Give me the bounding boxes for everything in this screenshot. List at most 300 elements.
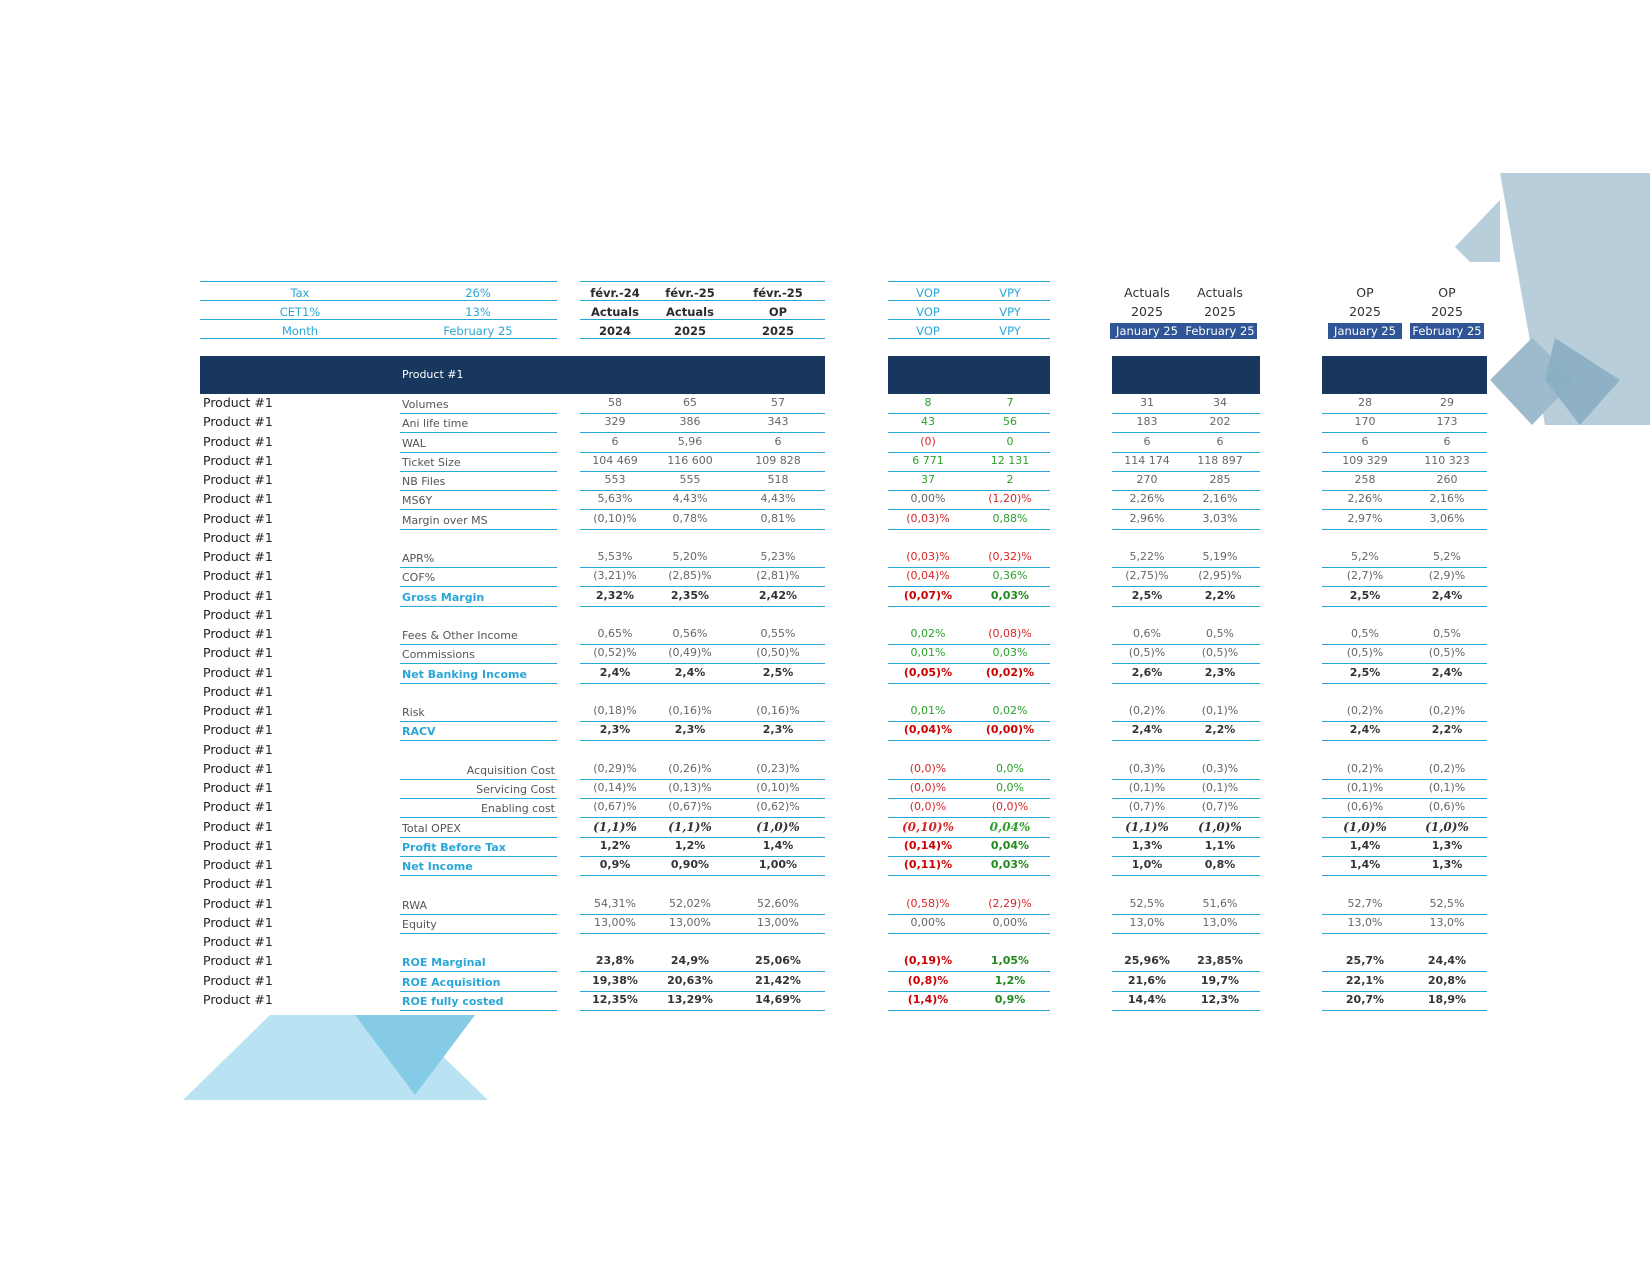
row-value-col-9: (1,0)%: [1425, 819, 1469, 834]
row-value-col-8: 109 329: [1342, 453, 1388, 467]
col-header-8-line-3: January 25: [1328, 323, 1402, 339]
row-product-label: Product #1: [203, 549, 273, 564]
row-metric-label: Ticket Size: [402, 455, 461, 469]
row-value-col-5: 0,04%: [989, 819, 1031, 834]
row-value-col-3: 52,60%: [757, 896, 799, 910]
row-value-col-9: (0,5)%: [1428, 646, 1466, 660]
col-header-2-line-2: Actuals: [666, 305, 714, 319]
col-header-5-line-3: VPY: [999, 324, 1021, 338]
row-product-label: Product #1: [203, 914, 273, 930]
row-value-col-4: (0,03)%: [906, 511, 950, 525]
row-value-col-9: 18,9%: [1427, 992, 1467, 1006]
col-header-1-line-1: févr.-24: [590, 286, 640, 300]
row-value-col-5: 1,05%: [990, 954, 1030, 968]
row-value-col-6: 2,96%: [1129, 511, 1165, 525]
row-value-col-5: 0,04%: [990, 838, 1030, 852]
row-metric-label: RWA: [402, 898, 427, 912]
row-value-col-3: 13,00%: [757, 915, 799, 929]
row-rule-group-4: [1322, 933, 1487, 934]
row-value-col-8: 2,5%: [1349, 665, 1381, 679]
row-value-col-2: 0,56%: [672, 627, 708, 640]
row-value-col-9: 20,8%: [1427, 973, 1467, 987]
row-product-label: Product #1: [203, 587, 273, 603]
row-value-col-1: 54,31%: [594, 896, 636, 910]
row-product-label: Product #1: [203, 433, 273, 449]
row-value-col-1: 5,53%: [597, 550, 633, 563]
param-rule-1: [200, 300, 557, 301]
row-value-col-2: (0,26)%: [668, 761, 712, 775]
row-value-col-4: (0,0)%: [909, 800, 947, 814]
row-rule-metric: [400, 914, 557, 915]
row-value-col-9: 3,06%: [1429, 511, 1465, 525]
row-value-col-4: 0,00%: [910, 492, 946, 506]
row-value-col-3: 0,55%: [760, 627, 796, 640]
row-value-col-5: 0,9%: [994, 992, 1026, 1006]
row-value-col-7: 0,8%: [1204, 858, 1236, 871]
row-value-col-3: (0,50)%: [756, 646, 800, 660]
row-product-label: Product #1: [203, 895, 273, 911]
row-value-col-4: 37: [921, 473, 935, 486]
param-rule-3: [200, 338, 557, 339]
col-header-3-line-2: OP: [768, 305, 788, 319]
row-rule-group-4: [1322, 875, 1487, 876]
row-value-col-4: (0,05)%: [903, 665, 953, 679]
row-value-col-3: 21,42%: [755, 973, 801, 987]
row-value-col-5: 7: [1006, 396, 1014, 409]
row-value-col-8: 22,1%: [1345, 973, 1385, 987]
row-value-col-2: 555: [679, 473, 701, 486]
col-header-1-line-3: 2024: [598, 324, 631, 338]
row-value-col-1: 2,3%: [599, 723, 631, 737]
row-rule-metric: [400, 740, 557, 741]
group-1-header-rule-3: [580, 338, 825, 339]
row-metric-label: Margin over MS: [402, 513, 488, 527]
col-header-5-line-2: VPY: [999, 305, 1021, 319]
row-value-col-2: 2,4%: [674, 665, 706, 679]
row-value-col-5: (0,02)%: [985, 665, 1035, 679]
row-value-col-2: (0,67)%: [668, 800, 712, 814]
row-value-col-1: 6: [611, 434, 619, 448]
row-product-label: Product #1: [203, 529, 273, 545]
row-value-col-1: 0,65%: [597, 627, 633, 640]
row-value-col-5: (0,32)%: [988, 550, 1032, 563]
row-rule-metric: [400, 413, 557, 414]
row-metric-label: ROE Marginal: [402, 956, 486, 970]
row-value-col-6: 270: [1136, 473, 1158, 486]
row-metric-label: COF%: [402, 571, 436, 585]
row-value-col-2: 5,20%: [672, 550, 708, 563]
row-value-col-8: 6: [1361, 434, 1369, 448]
row-rule-metric: [400, 509, 557, 510]
param-value-3: February 25: [443, 324, 513, 338]
row-value-col-9: 0,5%: [1433, 627, 1461, 640]
row-value-col-5: 0,00%: [992, 915, 1028, 929]
row-value-col-5: (0,0)%: [991, 800, 1029, 814]
row-value-col-8: 5,2%: [1351, 550, 1379, 563]
row-rule-metric: [400, 452, 557, 453]
param-value-1: 26%: [465, 286, 491, 300]
row-value-col-6: (0,7)%: [1128, 800, 1166, 814]
row-value-col-8: 2,97%: [1347, 511, 1383, 525]
row-value-col-2: 65: [683, 396, 697, 409]
row-metric-label: Ani life time: [402, 417, 469, 431]
row-value-col-9: (2,9)%: [1428, 569, 1466, 583]
row-rule-group-1: [580, 529, 825, 530]
row-value-col-4: 0,02%: [910, 627, 946, 640]
row-rule-group-2: [888, 683, 1050, 684]
row-value-col-9: 52,5%: [1429, 896, 1465, 910]
row-value-col-1: (1,1)%: [593, 819, 637, 834]
section-band-actuals: [1112, 356, 1260, 394]
row-value-col-2: 24,9%: [670, 954, 710, 968]
row-metric-label: RACV: [402, 725, 436, 739]
row-rule-metric: [400, 798, 557, 799]
row-value-col-5: 0,03%: [992, 646, 1028, 660]
row-product-label: Product #1: [203, 876, 273, 892]
row-value-col-4: 8: [924, 396, 932, 409]
row-value-col-5: (2,29)%: [988, 896, 1032, 910]
row-value-col-7: (0,3)%: [1201, 761, 1239, 775]
row-value-col-5: 0,0%: [996, 781, 1024, 794]
row-rule-group-3: [1112, 606, 1260, 607]
row-value-col-6: 2,6%: [1131, 665, 1163, 679]
row-rule-group-1: [580, 1010, 825, 1011]
col-header-9-line-1: OP: [1438, 285, 1456, 300]
row-value-col-6: (1,1)%: [1125, 819, 1169, 834]
row-value-col-4: 43: [921, 415, 935, 429]
row-value-col-2: 20,63%: [667, 973, 713, 987]
row-value-col-5: 0,0%: [996, 761, 1024, 775]
group-2-header-rule-3: [888, 338, 1050, 339]
row-rule-group-2: [888, 740, 1050, 741]
param-label-1: Tax: [290, 286, 310, 300]
row-value-col-7: 2,3%: [1204, 665, 1236, 679]
row-value-col-6: 14,4%: [1127, 992, 1167, 1006]
row-value-col-1: 104 469: [592, 453, 638, 467]
row-metric-label: NB Files: [402, 475, 446, 488]
row-value-col-7: 118 897: [1197, 453, 1243, 467]
row-value-col-7: 19,7%: [1200, 973, 1240, 987]
row-value-col-5: 56: [1003, 415, 1017, 429]
row-value-col-6: 25,96%: [1124, 954, 1170, 968]
row-value-col-3: (1,0)%: [756, 819, 800, 834]
row-value-col-8: 170: [1354, 415, 1376, 429]
col-header-5-line-1: VPY: [999, 286, 1021, 300]
row-rule-group-4: [1322, 740, 1487, 741]
group-1-header-rule-2: [580, 319, 825, 320]
row-product-label: Product #1: [203, 645, 273, 661]
row-value-col-6: 2,5%: [1131, 588, 1163, 602]
row-value-col-4: (0,8)%: [907, 973, 949, 987]
row-value-col-3: 1,00%: [758, 858, 798, 871]
deco-shape-top-right-wing: [1455, 200, 1500, 262]
row-metric-label: Servicing Cost: [476, 783, 555, 796]
row-rule-metric: [400, 644, 557, 645]
row-value-col-3: 343: [767, 415, 789, 429]
row-value-col-2: 0,78%: [672, 511, 708, 525]
row-value-col-5: 0: [1006, 434, 1014, 448]
row-rule-group-3: [1112, 683, 1260, 684]
row-value-col-7: 2,16%: [1202, 492, 1238, 506]
row-value-col-9: 1,3%: [1431, 858, 1463, 871]
row-value-col-3: (2,81)%: [756, 569, 800, 583]
row-rule-group-3: [1112, 933, 1260, 934]
row-value-col-3: 2,5%: [762, 665, 794, 679]
row-rule-metric: [400, 1010, 557, 1011]
row-value-col-3: 4,43%: [760, 492, 796, 506]
row-product-label: Product #1: [203, 568, 273, 584]
row-value-col-4: (1,4)%: [907, 992, 949, 1006]
col-header-2-line-3: 2025: [673, 324, 706, 338]
row-product-label: Product #1: [203, 799, 273, 815]
row-product-label: Product #1: [203, 741, 273, 757]
group-2-header-rule-1: [888, 300, 1050, 301]
row-rule-group-2: [888, 933, 1050, 934]
row-product-label: Product #1: [203, 626, 273, 641]
row-metric-label: Enabling cost: [480, 802, 555, 816]
col-header-6-line-2: 2025: [1131, 304, 1163, 319]
row-product-label: Product #1: [203, 414, 273, 430]
row-value-col-4: (0,04)%: [903, 723, 953, 737]
row-rule-group-3: [1112, 1010, 1260, 1011]
section-title: Product #1: [402, 368, 464, 381]
row-value-col-3: (0,23)%: [756, 761, 800, 775]
row-value-col-3: (0,62)%: [756, 800, 800, 814]
row-value-col-3: 1,4%: [762, 838, 794, 852]
row-product-label: Product #1: [203, 703, 273, 718]
col-header-4-line-2: VOP: [916, 305, 940, 319]
row-value-col-6: (2,75)%: [1125, 569, 1169, 583]
param-label-2: CET1%: [279, 305, 321, 319]
row-rule-metric: [400, 529, 557, 530]
row-value-col-1: 2,32%: [595, 588, 635, 602]
row-value-col-4: (0,03)%: [906, 550, 950, 563]
row-value-col-5: (0,00)%: [985, 723, 1035, 737]
row-value-col-7: 3,03%: [1202, 511, 1238, 525]
row-value-col-9: 173: [1436, 415, 1458, 429]
row-value-col-3: (0,10)%: [756, 781, 800, 794]
row-value-col-2: 5,96: [677, 434, 703, 448]
row-value-col-9: (0,6)%: [1428, 800, 1466, 814]
row-rule-group-4: [1322, 1010, 1487, 1011]
row-value-col-8: 25,7%: [1345, 954, 1385, 968]
row-value-col-6: 1,3%: [1131, 838, 1163, 852]
row-value-col-8: 20,7%: [1345, 992, 1385, 1006]
row-value-col-6: 52,5%: [1129, 896, 1165, 910]
row-value-col-8: (1,0)%: [1343, 819, 1387, 834]
row-product-label: Product #1: [203, 491, 273, 507]
row-metric-label: Acquisition Cost: [466, 763, 555, 777]
section-band-main: [200, 356, 825, 394]
row-value-col-4: (0,19)%: [903, 954, 953, 968]
row-value-col-7: 1,1%: [1204, 838, 1236, 852]
row-value-col-7: 6: [1216, 434, 1224, 448]
row-value-col-5: 0,03%: [990, 588, 1030, 602]
row-rule-metric: [400, 971, 557, 972]
row-rule-group-1: [580, 606, 825, 607]
row-value-col-6: 6: [1143, 434, 1151, 448]
param-label-3: Month: [281, 324, 319, 338]
row-value-col-1: 58: [608, 396, 622, 409]
row-value-col-7: (1,0)%: [1198, 819, 1242, 834]
row-value-col-1: (0,52)%: [593, 646, 637, 660]
row-metric-label: Equity: [402, 917, 437, 931]
row-value-col-4: (0,58)%: [906, 896, 950, 910]
param-rule-2: [200, 319, 557, 320]
row-value-col-8: 1,4%: [1349, 838, 1381, 852]
row-value-col-2: 13,29%: [667, 992, 713, 1006]
row-value-col-6: 2,4%: [1131, 723, 1163, 737]
row-value-col-1: 5,63%: [597, 492, 633, 506]
row-rule-group-2: [888, 606, 1050, 607]
col-header-1-line-2: Actuals: [591, 305, 639, 319]
row-value-col-9: 6: [1443, 434, 1451, 448]
row-value-col-4: (0,07)%: [903, 588, 953, 602]
row-value-col-9: 2,4%: [1431, 588, 1463, 602]
row-value-col-3: 109 828: [755, 453, 801, 467]
row-value-col-1: 329: [604, 415, 626, 429]
row-metric-label: Profit Before Tax: [402, 840, 506, 854]
row-value-col-3: (0,16)%: [756, 704, 800, 717]
col-header-9-line-3: February 25: [1410, 323, 1484, 339]
row-metric-label: MS6Y: [402, 494, 433, 508]
row-value-col-2: 0,90%: [670, 858, 710, 871]
row-value-col-3: 2,42%: [758, 588, 798, 602]
row-value-col-6: 31: [1140, 396, 1154, 409]
row-metric-label: Fees & Other Income: [402, 629, 518, 642]
row-metric-label: Total OPEX: [402, 821, 461, 835]
row-product-label: Product #1: [203, 395, 273, 410]
row-rule-metric: [400, 856, 557, 857]
col-header-4-line-3: VOP: [916, 324, 940, 338]
row-rule-group-2: [888, 1010, 1050, 1011]
row-value-col-9: 110 323: [1424, 453, 1470, 467]
group-1-header-rule-1: [580, 300, 825, 301]
row-product-label: Product #1: [203, 472, 273, 487]
row-value-col-1: 553: [604, 473, 626, 486]
param-value-2: 13%: [465, 305, 491, 319]
row-rule-group-4: [1322, 606, 1487, 607]
row-value-col-7: 202: [1209, 415, 1231, 429]
row-value-col-5: 0,02%: [992, 704, 1028, 717]
row-value-col-6: (0,5)%: [1128, 646, 1166, 660]
row-value-col-8: (0,1)%: [1346, 781, 1384, 794]
row-value-col-7: (0,7)%: [1201, 800, 1239, 814]
row-rule-group-3: [1112, 529, 1260, 530]
row-value-col-8: 2,5%: [1349, 588, 1381, 602]
row-value-col-2: (2,85)%: [668, 569, 712, 583]
row-value-col-3: 0,81%: [760, 511, 796, 525]
row-value-col-5: 0,36%: [992, 569, 1028, 583]
row-rule-group-1: [580, 875, 825, 876]
row-rule-group-1: [580, 740, 825, 741]
group-2-header-rule-2: [888, 319, 1050, 320]
section-band-op: [1322, 356, 1487, 394]
row-value-col-8: 258: [1354, 473, 1376, 486]
row-value-col-7: 2,2%: [1204, 723, 1236, 737]
row-value-col-1: (3,21)%: [593, 569, 637, 583]
row-value-col-3: 518: [767, 473, 789, 486]
row-value-col-4: (0): [920, 434, 936, 448]
row-product-label: Product #1: [203, 991, 273, 1007]
row-value-col-1: 13,00%: [594, 915, 636, 929]
row-metric-label: Net Income: [402, 860, 473, 873]
row-rule-metric: [400, 933, 557, 934]
row-value-col-8: 28: [1358, 396, 1372, 409]
row-rule-group-3: [1112, 740, 1260, 741]
col-header-3-line-1: févr.-25: [753, 286, 803, 300]
row-value-col-4: (0,14)%: [903, 838, 953, 852]
row-product-label: Product #1: [203, 510, 273, 526]
row-value-col-3: 2,3%: [762, 723, 794, 737]
row-value-col-8: (0,5)%: [1346, 646, 1384, 660]
row-product-label: Product #1: [203, 934, 273, 949]
row-value-col-3: 14,69%: [755, 992, 801, 1006]
row-metric-label: ROE fully costed: [402, 994, 504, 1008]
row-value-col-7: 5,19%: [1202, 550, 1238, 563]
row-product-label: Product #1: [203, 953, 273, 969]
row-value-col-8: (2,7)%: [1346, 569, 1384, 583]
col-header-8-line-2: 2025: [1349, 304, 1381, 319]
row-value-col-1: (0,10)%: [593, 511, 637, 525]
col-header-3-line-3: 2025: [761, 324, 794, 338]
row-value-col-1: (0,18)%: [593, 704, 637, 717]
row-value-col-9: 29: [1440, 396, 1454, 409]
row-value-col-9: 24,4%: [1427, 954, 1467, 968]
row-value-col-6: 2,26%: [1129, 492, 1165, 506]
row-value-col-7: 2,2%: [1204, 588, 1236, 602]
row-value-col-2: 4,43%: [672, 492, 708, 506]
row-rule-group-1: [580, 683, 825, 684]
row-value-col-6: 183: [1136, 415, 1158, 429]
row-value-col-6: 1,0%: [1131, 858, 1163, 871]
row-product-label: Product #1: [203, 606, 273, 622]
row-metric-label: ROE Acquisition: [402, 975, 501, 989]
row-value-col-6: 13,0%: [1129, 915, 1165, 929]
row-rule-metric: [400, 432, 557, 433]
row-value-col-8: (0,2)%: [1346, 761, 1384, 775]
row-product-label: Product #1: [203, 664, 273, 680]
row-value-col-6: 21,6%: [1127, 973, 1167, 987]
row-value-col-8: (0,2)%: [1346, 704, 1384, 717]
row-value-col-5: 0,88%: [992, 511, 1028, 525]
row-value-col-9: 1,3%: [1431, 838, 1463, 852]
row-rule-metric: [400, 721, 557, 722]
group-1-header-rule-0: [580, 281, 825, 282]
row-value-col-9: 13,0%: [1429, 915, 1465, 929]
row-value-col-5: 2: [1006, 473, 1014, 486]
row-value-col-8: 13,0%: [1347, 915, 1383, 929]
row-rule-metric: [400, 567, 557, 568]
row-value-col-4: (0,0)%: [909, 761, 947, 775]
row-value-col-9: 260: [1436, 473, 1458, 486]
row-product-label: Product #1: [203, 722, 273, 738]
row-value-col-8: 0,5%: [1351, 627, 1379, 640]
row-value-col-9: 5,2%: [1433, 550, 1461, 563]
row-value-col-8: 1,4%: [1349, 858, 1381, 871]
row-metric-label: Commissions: [402, 648, 475, 662]
row-value-col-9: (0,2)%: [1428, 704, 1466, 717]
row-value-col-4: (0,0)%: [909, 781, 947, 794]
row-value-col-2: 116 600: [667, 453, 713, 467]
row-product-label: Product #1: [203, 837, 273, 853]
row-rule-group-2: [888, 529, 1050, 530]
row-rule-metric: [400, 606, 557, 607]
row-value-col-5: 12 131: [990, 453, 1030, 467]
col-header-4-line-1: VOP: [916, 286, 940, 300]
row-value-col-8: 52,7%: [1347, 896, 1383, 910]
row-rule-metric: [400, 991, 557, 992]
